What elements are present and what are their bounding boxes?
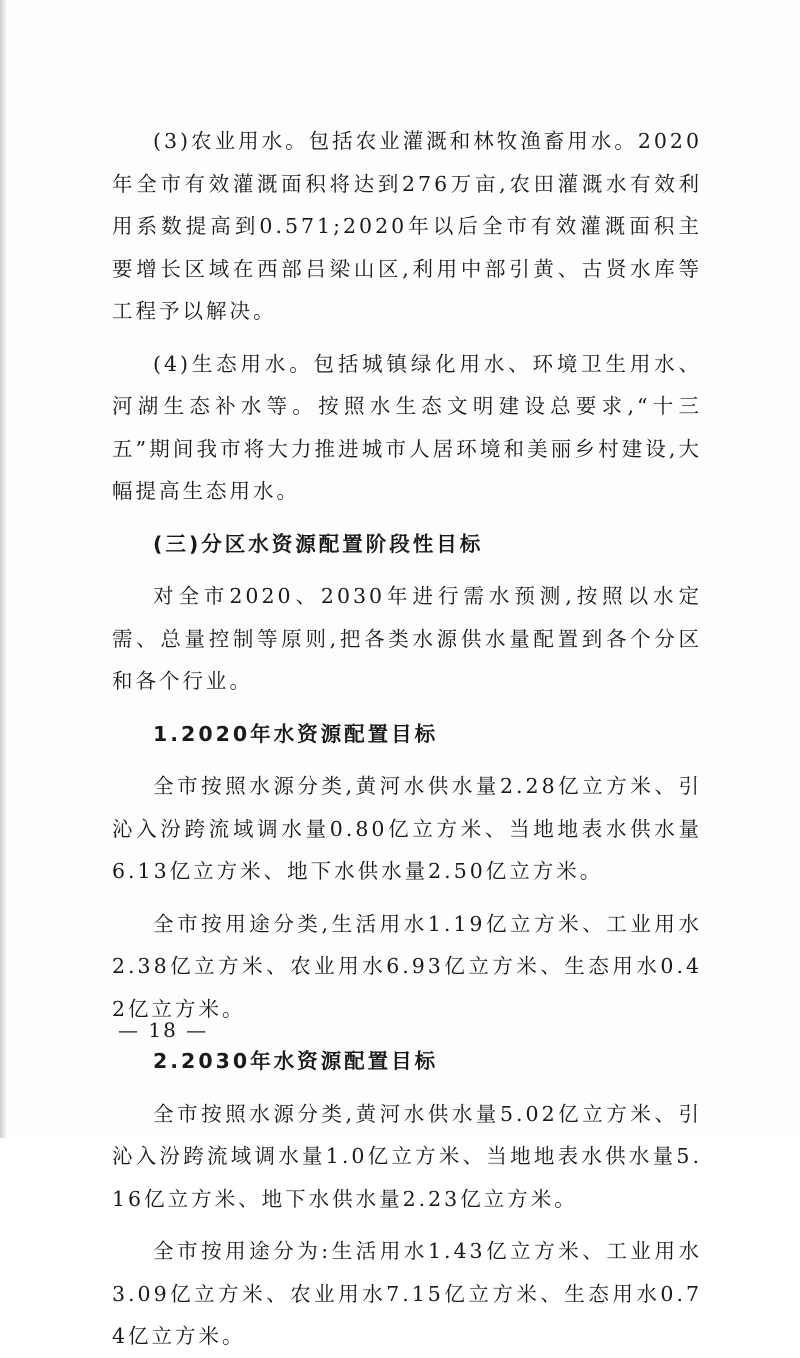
- paragraph-2020-by-source: 全市按照水源分类,黄河水供水量2.28亿立方米、引沁入汾跨流域调水量0.80亿立方米、当地地表水供水量6.13亿立方米、地下水供水量2.50亿立方米。: [112, 774, 702, 883]
- section-heading-zoning-targets: (三)分区水资源配置阶段性目标: [153, 531, 484, 556]
- paragraph-ecological-water: (4)生态用水。包括城镇绿化用水、环境卫生用水、河湖生态补水等。按照水生态文明建设总要求,“十三五”期间我市将大力推进城市人居环境和美丽乡村建设,大幅提高生态用水。: [112, 351, 702, 503]
- subheading-2020-targets: 1.2020年水资源配置目标: [153, 721, 439, 746]
- page-edge-shadow: [0, 0, 6, 1138]
- paragraph-2020-by-use: 全市按用途分类,生活用水1.19亿立方米、工业用水2.38亿立方米、农业用水6.93亿立方米、生态用水0.42亿立方米。: [112, 911, 702, 1021]
- subheading-2030-targets: 2.2030年水资源配置目标: [153, 1049, 439, 1073]
- page-number: — 18 —: [118, 1018, 209, 1042]
- paragraph-agricultural-water: (3)农业用水。包括农业灌溉和林牧渔畜用水。2020年全市有效灌溉面积将达到276万亩,农田灌溉水有效利用系数提高到0.571;2020年以后全市有效灌溉面积主要增长区域在西部吕梁山区,利用中部引黄、古贤水库等工程予以解决。: [112, 129, 702, 323]
- paragraph-demand-forecast: 对全市2020、2030年进行需水预测,按照以水定需、总量控制等原则,把各类水源供水量配置到各个分区和各个行业。: [112, 584, 702, 693]
- paragraph-2030-by-source: 全市按照水源分类,黄河水供水量5.02亿立方米、引沁入汾跨流域调水量1.0亿立方米、当地地表水供水量5.16亿立方米、地下水供水量2.23亿立方米。: [112, 1101, 702, 1211]
- paragraph-2030-by-use: 全市按用途分为:生活用水1.43亿立方米、工业用水3.09亿立方米、农业用水7.15亿立方米、生态用水0.74亿立方米。: [112, 1239, 702, 1348]
- body-text: [112, 120, 702, 1358]
